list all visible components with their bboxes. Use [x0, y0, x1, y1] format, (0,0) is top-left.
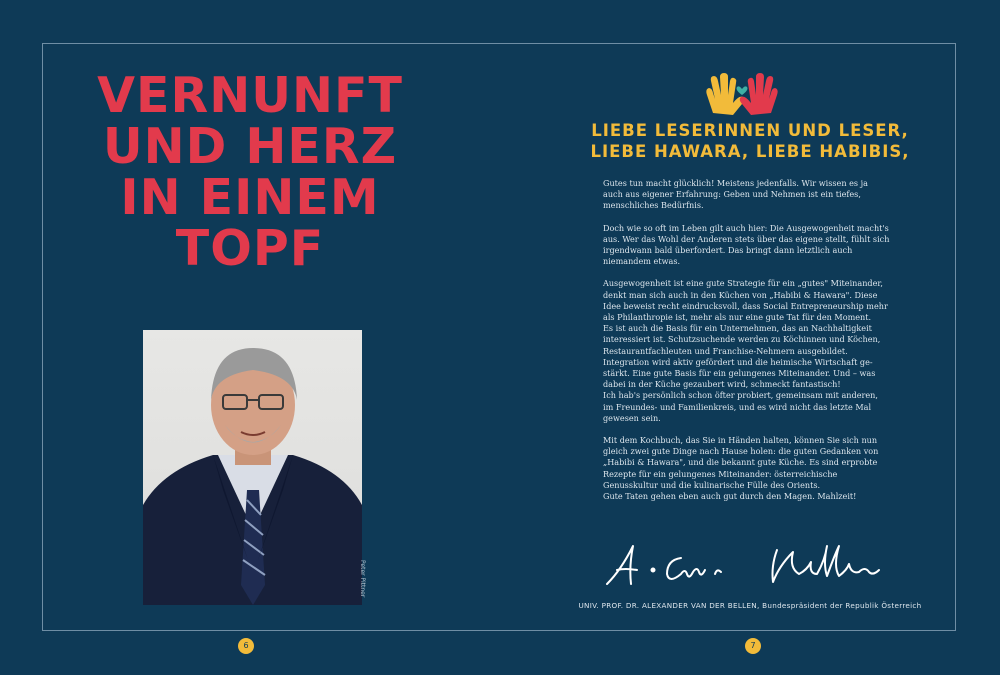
- paragraph: Gutes tun macht glücklich! Meistens jedenfalls. Wir wissen es ja auch aus eigener Erfahrung: Geben und Nehmen ist ein tiefes, menschliches Bedürfnis.: [603, 178, 868, 211]
- portrait-photo: [143, 330, 362, 605]
- signature-caption: UNIV. PROF. DR. ALEXANDER VAN DER BELLEN, Bundespräsident der Republik Österreich: [578, 601, 922, 610]
- headline: [60, 67, 440, 277]
- paragraph: Doch wie so oft im Leben gilt auch hier: Die Ausgewogenheit macht's aus. Wer das Wohl der Anderen stets über das eigene stellt, fühlt sich irgendwann bald überfordert. Das bringt dann letztlich auch niemandem etwas.: [603, 222, 890, 267]
- salutation-line: LIEBE LESERINNEN UND LESER,: [591, 121, 909, 140]
- headline-line: UND HERZ: [102, 118, 398, 175]
- salutation-line: LIEBE HAWARA, LIEBE HABIBIS,: [590, 142, 910, 161]
- paragraph: Ausgewogenheit ist eine gute Strategie für ein „gutes" Miteinander, denkt man sich auch in den Küchen von „Habibi & Hawara". Diese Idee beweist recht eindrucksvoll, dass Social Entrepreneurship mehr als Philanthropie ist, mehr als nur eine gute Tat für den Moment. Es ist auch die Basis für ein Unternehmen, das an Nachhaltigkeit interessiert ist. Schutzsuchende werden zu Köchinnen und Köchen, Restaurantfachleuten und Franchise-Nehmern ausgebildet. Integration wird aktiv gefördert und die heimische Wirtschaft ge- stärkt. Eine gute Basis für ein gelungenes Miteinander. Und – was dabei in der Küche gezaubert wird, schmeckt fantastisch! Ich hab's persönlich schon öfter probiert, gemeinsam mit anderen, im Freundes- und Familienkreis, und es wird nicht das letzte Mal gewesen sein.: [603, 278, 888, 423]
- photo-credit: Peter Pittner: [359, 560, 366, 598]
- heart-hands-icon: [703, 73, 781, 117]
- letter-body: [603, 178, 903, 513]
- handwritten-signature: [603, 540, 883, 592]
- page-number-left: 6: [238, 638, 254, 654]
- headline-line: VERNUNFT: [97, 67, 403, 124]
- headline-line: TOPF: [175, 220, 325, 277]
- page-number-right: 7: [745, 638, 761, 654]
- paragraph: Mit dem Kochbuch, das Sie in Händen halten, können Sie sich nun gleich zwei gute Dinge nach Hause holen: die guten Gedanken von „Habibi & Hawara", und die bekannt gute Küche. Es sind erprobte Rezepte für ein gelungenes Miteinander: österreichische Genusskultur und die kulinarische Fülle des Orients. Gute Taten gehen eben auch gut durch den Magen. Mahlzeit!: [603, 435, 879, 502]
- salutation: [560, 120, 940, 162]
- headline-line: IN EINEM: [120, 169, 380, 226]
